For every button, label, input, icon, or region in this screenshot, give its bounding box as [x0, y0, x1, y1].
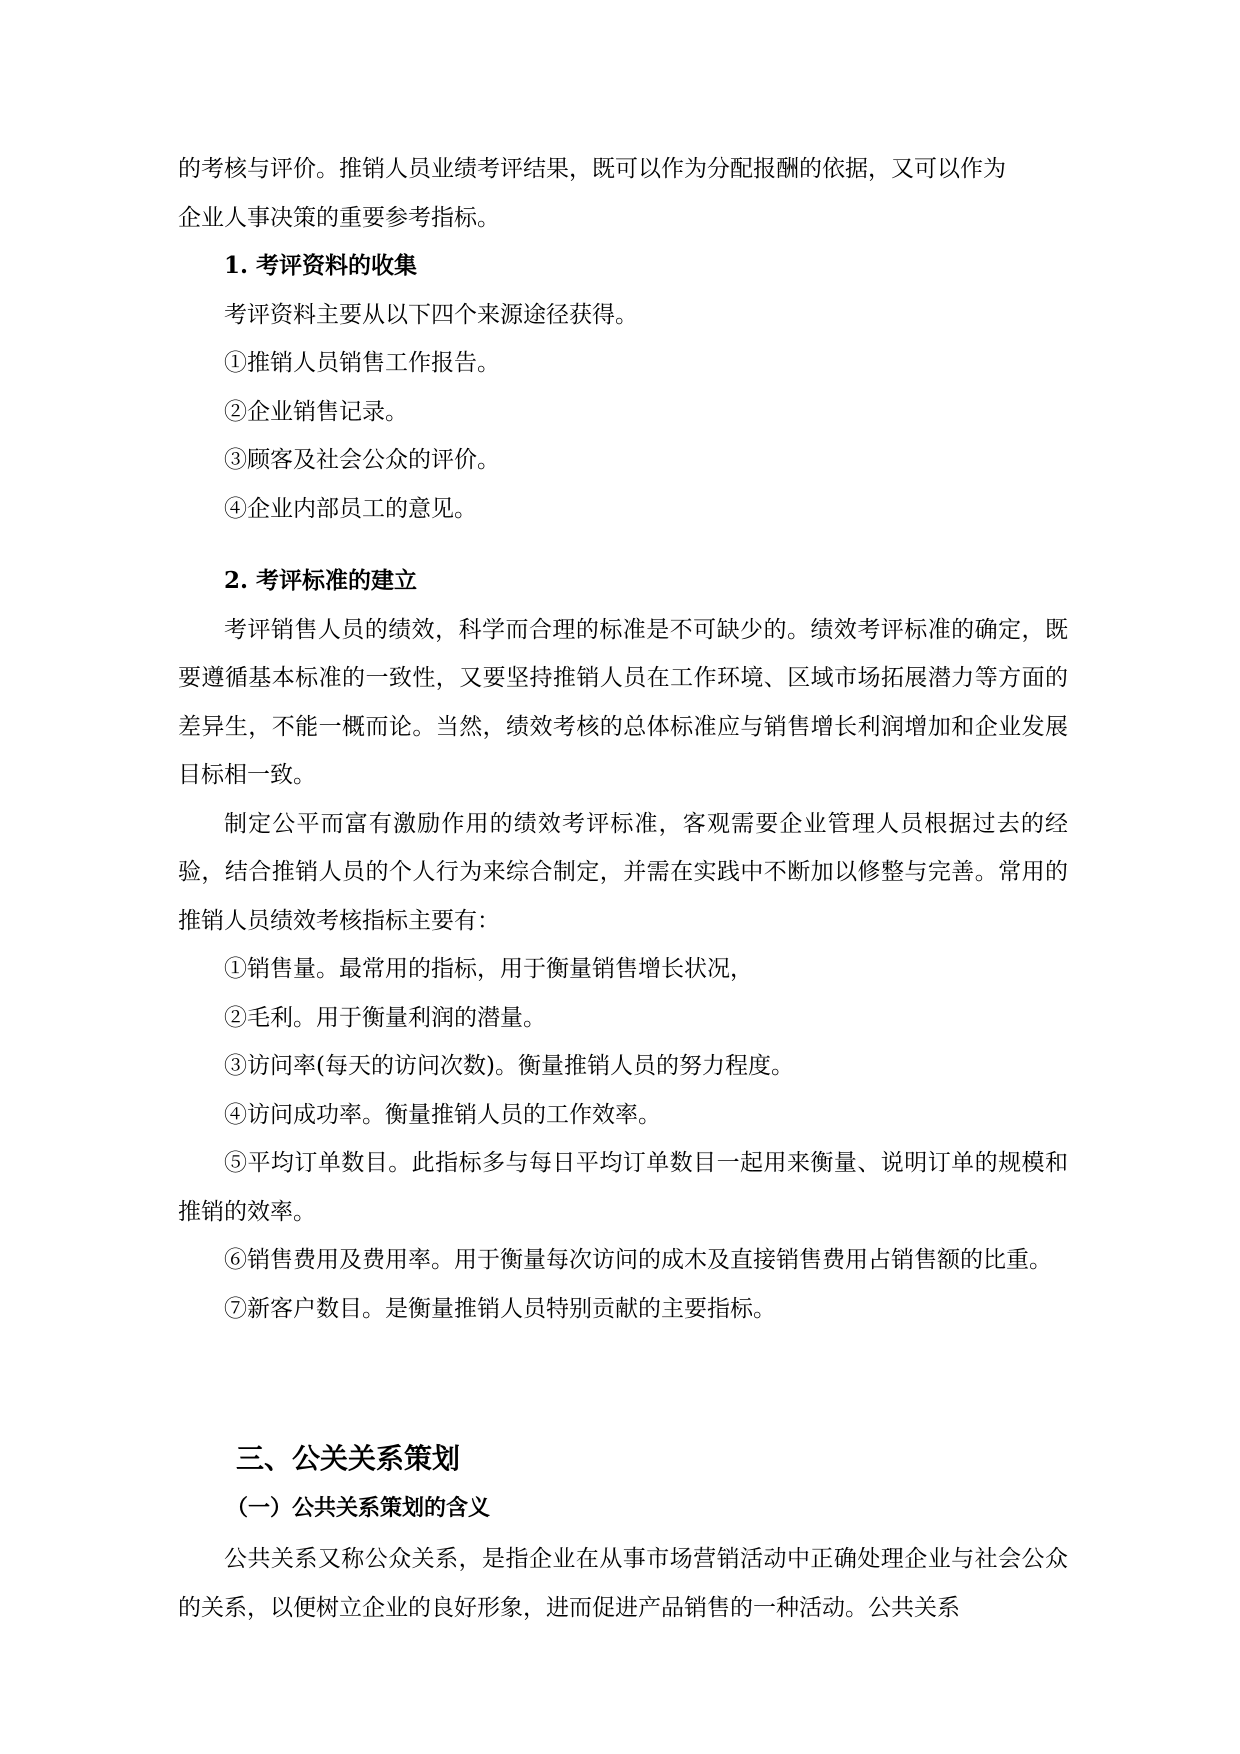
spacer [178, 533, 1068, 557]
intro-line-1: 的考核与评价。推销人员业绩考评结果，既可以作为分配报酬的依据，又可以作为 [178, 156, 1006, 182]
section1-heading: 1. 考评资料的收集 [224, 252, 418, 279]
chapter3-paragraph: 公共关系又称公众关系，是指企业在从事市场营销活动中正确处理企业与社会公众的关系，以便树立企业的良好形象，进而促进产品销售的一种活动。公共关系 [178, 1546, 1068, 1621]
section1-item-1: ①推销人员销售工作报告。 [224, 350, 500, 376]
chapter3-subheading: （一）公共关系策划的含义 [226, 1496, 491, 1521]
section2-item-7: ⑦新客户数目。是衡量推销人员特别贡献的主要指标。 [224, 1295, 776, 1322]
spacer [178, 1333, 1068, 1435]
section2-item-3: ③访问率(每天的访问次数)。衡量推销人员的努力程度。 [224, 1053, 794, 1079]
section2-item-6: ⑥销售费用及费用率。用于衡量每次访问的成木及直接销售费用占销售额的比重。 [224, 1247, 1052, 1273]
section2-item-4: ④访问成功率。衡量推销人员的工作效率。 [224, 1101, 661, 1128]
section1-item-3: ③顾客及社会公众的评价。 [224, 447, 500, 473]
section2-heading: 2. 考评标准的建立 [224, 567, 418, 594]
chapter3-heading: 三、公关关系策划 [236, 1442, 461, 1475]
intro-line-2: 企业人事决策的重要参考指标。 [178, 204, 500, 231]
section1-item-4: ④企业内部员工的意见。 [224, 495, 477, 522]
section1-item-2: ②企业销售记录。 [224, 398, 408, 425]
section2-item-5: ⑤平均订单数目。此指标多与每日平均订单数目一起用来衡量、说明订单的规模和推销的效率。 [178, 1150, 1068, 1225]
document-page [178, 145, 1068, 1632]
section2-paragraph-2: 制定公平而富有激励作用的绩效考评标准，客观需要企业管理人员根据过去的经验，结合推销人员的个人行为来综合制定，并需在实践中不断加以修整与完善。常用的推销人员绩效考核指标主要有： [178, 810, 1068, 934]
section1-intro: 考评资料主要从以下四个来源途径获得。 [224, 301, 638, 328]
section2-item-2: ②毛利。用于衡量利润的潜量。 [224, 1004, 546, 1031]
section2-paragraph-1: 考评销售人员的绩效，科学而合理的标准是不可缺少的。绩效考评标准的确定，既要遵循基本标准的一致性，又要坚持推销人员在工作环境、区域市场拓展潜力等方面的差异生，不能一概而论。当然，绩效考核的总体标准应与销售增长利润增加和企业发展目标相一致。 [178, 616, 1068, 788]
section2-item-1: ①销售量。最常用的指标，用于衡量销售增长状况， [224, 956, 753, 982]
